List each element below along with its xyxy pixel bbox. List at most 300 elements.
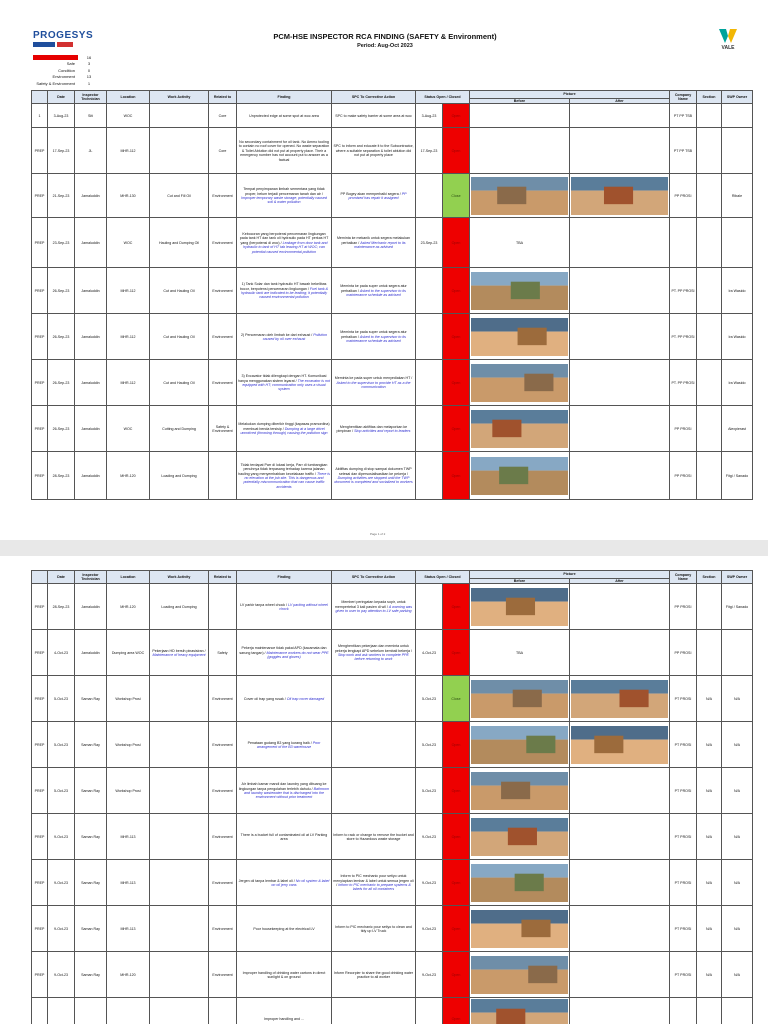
company-name: PT PROSI [670, 768, 697, 814]
finding-en-text: LV parking without wheel chock [279, 602, 328, 611]
section [697, 268, 722, 314]
table-row [32, 268, 753, 314]
row-number: PREP [32, 360, 48, 406]
company-name: PT PROSI [670, 722, 697, 768]
section [697, 584, 722, 630]
column-header: Inspector Technician [75, 91, 107, 104]
picture-before [470, 128, 570, 174]
row-number: PREP [32, 768, 48, 814]
finding-date: 3-Aug-23 [48, 104, 75, 128]
finding-date [48, 998, 75, 1024]
picture-after [570, 998, 670, 1024]
company-name [670, 998, 697, 1024]
work-activity [150, 952, 209, 998]
status-date: 17-Sep-23 [416, 128, 443, 174]
table-row [32, 676, 753, 722]
picture-after [570, 268, 670, 314]
work-activity [150, 314, 209, 360]
picture-before [470, 998, 570, 1024]
company-name: PT PP TSB [670, 128, 697, 174]
section [697, 128, 722, 174]
swp-owner: N/A [722, 952, 753, 998]
work-activity [150, 814, 209, 860]
finding-date: 5-Oct-23 [48, 676, 75, 722]
finding-date: 17-Sep-23 [48, 128, 75, 174]
section [697, 630, 722, 676]
location: MHR-112 [107, 314, 150, 360]
row-number: PREP [32, 906, 48, 952]
summary-label: Safe [66, 61, 75, 67]
section [697, 218, 722, 268]
summary-value: 13 [86, 74, 92, 80]
column-header: Location [107, 571, 150, 584]
section: N/A [697, 676, 722, 722]
report-title-block [230, 32, 540, 49]
before-photo [471, 410, 568, 449]
status-date: 9-Oct-23 [416, 814, 443, 860]
row-number: PREP [32, 452, 48, 500]
corrective-text: Aktifitas dumping di stop sampai dokumen TWP selesai dan dipersosialisasikan ke pekerja / [335, 467, 412, 476]
swp-owner: N/A [722, 860, 753, 906]
related-to [209, 998, 237, 1024]
corrective-en-text: Asked to the supervisor to its maintenance schedule as advised [346, 334, 406, 344]
swp-owner [722, 218, 753, 268]
finding-text: Unprotected edge at some spot at woc area [249, 113, 319, 118]
related-to: Environment [209, 906, 237, 952]
picture-before [470, 952, 570, 998]
status-badge: Open [443, 406, 470, 452]
table-row [32, 104, 753, 128]
finding-text: Improper handling and ... [264, 1016, 304, 1021]
summary-row [33, 54, 108, 61]
corrective-action-cell [332, 998, 416, 1024]
corrective-en-text: A warning was given to user to pay attention to LV safe parking [335, 604, 413, 614]
finding-cell [237, 998, 332, 1024]
swp-owner: Ira Wasido [722, 268, 753, 314]
column-header [32, 91, 48, 104]
page-number: Page 1 of 2 [370, 532, 386, 536]
row-number [32, 998, 48, 1024]
swp-owner [722, 104, 753, 128]
status-date: 5-Oct-23 [416, 676, 443, 722]
location: MHR-120 [107, 952, 150, 998]
table-row [32, 998, 753, 1024]
before-photo [471, 864, 568, 903]
status-date [416, 314, 443, 360]
picture-before [470, 584, 570, 630]
swp-owner: N/A [722, 676, 753, 722]
picture-before [470, 406, 570, 452]
location: WOC [107, 218, 150, 268]
finding-text: Kebocoran yang berpotensi pencemaran lingkungan pada tank HT dan tank oli hydraulic pada HT perkas HT yang (berpotensi di woc) / [239, 231, 329, 245]
corrective-en-text: Inform to PIC mechanic to prepare systems & labels for all oil containers [338, 882, 411, 892]
inspector: Siti [75, 104, 107, 128]
report-period: Period: Aug-Oct 2023 [357, 43, 413, 49]
work-activity [150, 630, 209, 676]
before-photo [471, 364, 568, 403]
row-number: PREP [32, 584, 48, 630]
column-header: Picture [470, 571, 670, 579]
picture-subheader: Before [470, 579, 570, 584]
inspector: Saman Ray [75, 906, 107, 952]
location: MHR-120 [107, 584, 150, 630]
table-row [32, 630, 753, 676]
picture-before [470, 860, 570, 906]
corrective-action-cell [332, 952, 416, 998]
picture-after [570, 768, 670, 814]
picture-after [570, 360, 670, 406]
picture-after [570, 128, 670, 174]
finding-text: Improper handling of drinking water cartons in direct sunlight & on ground [242, 970, 326, 979]
status-badge: Open [443, 314, 470, 360]
summary-value: 16 [86, 54, 92, 60]
row-number: PREP [32, 860, 48, 906]
finding-text: Penataan gudang B3 yang kurang baik / [247, 740, 312, 745]
work-activity-text: Loading and Dumping [161, 473, 197, 478]
page-separator [0, 540, 768, 556]
status-badge: Open [443, 268, 470, 314]
work-activity-text: Cut and Hauling Oil [163, 288, 195, 293]
status-badge: Open [443, 722, 470, 768]
related-to: Environment [209, 268, 237, 314]
finding-en-text: Fuel tank & hydraulic tank are indicated to be leaking; it potentially caused environmental pollution [240, 286, 329, 300]
column-header: SWP Owner [722, 91, 753, 104]
picture-after [570, 676, 670, 722]
finding-date: 9-Oct-23 [48, 906, 75, 952]
status-date [416, 360, 443, 406]
table-row [32, 906, 753, 952]
work-activity-text: Cut and Hauling Oil [163, 380, 195, 385]
status-badge: Close [443, 676, 470, 722]
status-date: 5-Oct-23 [416, 722, 443, 768]
finding-en-text: The excavator is not equipped with HT; communication only uses a visual system [242, 378, 330, 392]
corrective-text: Menghentikan pekerjaan dan meminta untuk pekerja lengkapi APD sebelum kembali bekerja / [334, 644, 413, 653]
picture-after [570, 952, 670, 998]
location: MHR-130 [107, 174, 150, 218]
company-name: PP PROSI [670, 406, 697, 452]
section: N/A [697, 722, 722, 768]
swp-owner: N/A [722, 906, 753, 952]
related-to: Environment [209, 952, 237, 998]
report-title: PCM-HSE INSPECTOR RCA FINDING (SAFETY & Environment) [273, 32, 497, 41]
brand-name: PROGESYS [33, 30, 94, 41]
location: MHR-112 [107, 360, 150, 406]
section: N/A [697, 952, 722, 998]
table-row [32, 952, 753, 998]
after-photo [571, 680, 668, 719]
corrective-en-text: Stop work and ask workers to complete PPE before returning to work [338, 652, 409, 662]
section [697, 406, 722, 452]
company-name: PT PROSI [670, 814, 697, 860]
table-header-row [32, 571, 753, 579]
finding-en-text: Bathroom and laundry wastewater that is discharged into the environment without prior treatment [244, 786, 330, 800]
inspector: Saman Ray [75, 952, 107, 998]
column-header: Status Open / Closed [416, 571, 470, 584]
company-name: PP PROSI [670, 452, 697, 500]
picture-after [570, 104, 670, 128]
column-header: Work Activity [150, 571, 209, 584]
summary-label: Condition [58, 67, 75, 73]
status-badge: Open [443, 584, 470, 630]
company-name: PT PROSI [670, 952, 697, 998]
corrective-text: Inform to rack or change to remove the bucket and store to Hazardous waste storage [333, 832, 414, 841]
work-activity [150, 174, 209, 218]
work-activity [150, 268, 209, 314]
rca-table-page-2 [31, 570, 753, 1024]
picture-before [470, 218, 570, 268]
finding-en-text: Dumping at a large drivel unnoticed (throwing through) causing the pollution sign [240, 426, 328, 436]
summary-row [33, 80, 108, 87]
company-name: PP PROSI [670, 584, 697, 630]
picture-before [470, 104, 570, 128]
corrective-action-cell [332, 406, 416, 452]
work-activity [150, 722, 209, 768]
corrective-action-cell [332, 860, 416, 906]
corrective-action-cell [332, 584, 416, 630]
finding-cell [237, 174, 332, 218]
related-to: Environment [209, 314, 237, 360]
row-number: PREP [32, 952, 48, 998]
finding-en-text: Improper temporary waste storage; potentially caused soil & water pollution [241, 195, 327, 205]
corrective-en-text: Asked Mechanic report to its maintenance as advised [354, 240, 406, 250]
table-row [32, 406, 753, 452]
related-to: Environment [209, 722, 237, 768]
status-date [416, 998, 443, 1024]
status-date [416, 584, 443, 630]
brand-stripe [33, 42, 93, 47]
summary-row [33, 67, 108, 74]
status-date [416, 174, 443, 218]
column-header: SWP Owner [722, 571, 753, 584]
status-badge: Open [443, 906, 470, 952]
related-to: Safety [209, 630, 237, 676]
table-row [32, 768, 753, 814]
corrective-text: Inform to PIC mechanic pour setiyo untuk menyiapkan lembar & label untuk semua jergen oli / [333, 874, 414, 887]
progesys-logo [33, 30, 93, 47]
work-activity [150, 128, 209, 174]
finding-cell [237, 406, 332, 452]
related-to [209, 584, 237, 630]
finding-cell [237, 104, 332, 128]
inspector: JL [75, 128, 107, 174]
corrective-en-text: Asked to the supervisor to its maintenance schedule as advised [346, 288, 406, 298]
column-header: Finding [237, 571, 332, 584]
summary-value: 3 [87, 61, 91, 67]
swp-owner [722, 128, 753, 174]
company-name: PT. PP PROSI [670, 314, 697, 360]
company-name: PT PROSI [670, 676, 697, 722]
summary-row [33, 61, 108, 68]
work-activity-text: Cutting and Dumping [162, 426, 196, 431]
finding-cell [237, 722, 332, 768]
picture-before [470, 314, 570, 360]
picture-before [470, 630, 570, 676]
finding-en-text: Maintenance workers do not wear PPE (goggles and gloves) [266, 650, 329, 660]
status-date: 4-Oct-23 [416, 630, 443, 676]
finding-date: 9-Oct-23 [48, 860, 75, 906]
company-name: PT. PP PROSI [670, 360, 697, 406]
inspector: Jamaluddin [75, 406, 107, 452]
column-header: Related to [209, 571, 237, 584]
column-header: Date [48, 91, 75, 104]
finding-cell [237, 128, 332, 174]
status-date [416, 268, 443, 314]
work-activity [150, 452, 209, 500]
finding-cell [237, 630, 332, 676]
picture-after [570, 906, 670, 952]
column-header: Related to [209, 91, 237, 104]
picture-after [570, 860, 670, 906]
section [697, 360, 722, 406]
location: Dumping area WOC [107, 630, 150, 676]
related-to: Environment [209, 174, 237, 218]
corrective-action-cell [332, 906, 416, 952]
before-photo [471, 318, 568, 357]
status-date: 3-Aug-23 [416, 104, 443, 128]
finding-text: No secondary containment for oil tank. No Ammo tooling to contain no roof cover for opened. No waste separation & Toilet Ablution did not put at property place. Their a emergency number has not account put to answer as a factual [238, 139, 330, 162]
swp-owner: Ira Wasido [722, 360, 753, 406]
picture-after [570, 314, 670, 360]
table-row [32, 814, 753, 860]
status-date: 23-Sep-23 [416, 218, 443, 268]
finding-cell [237, 952, 332, 998]
finding-date: 23-Sep-23 [48, 218, 75, 268]
section [697, 452, 722, 500]
row-number: PREP [32, 630, 48, 676]
row-number: PREP [32, 314, 48, 360]
column-header: SPC To Corrective Action [332, 91, 416, 104]
inspector: Jamaluddin [75, 584, 107, 630]
column-header: Section [697, 571, 722, 584]
location: MHR-113 [107, 860, 150, 906]
location: WOC [107, 406, 150, 452]
swp-owner [722, 630, 753, 676]
finding-text: Tempat penyimpanan limbah sementara yang tidak proper, belum terjadi pencemaran tanah dan air / [243, 187, 325, 196]
section: N/A [697, 814, 722, 860]
company-name: PT PROSI [670, 860, 697, 906]
finding-cell [237, 768, 332, 814]
summary-label: Environment [52, 74, 75, 80]
corrective-action-cell [332, 174, 416, 218]
before-photo [471, 910, 568, 949]
finding-text: Jergen oli tanpa lembar & label oli / [238, 878, 295, 883]
picture-after [570, 218, 670, 268]
finding-text: 2) Pencemaran oleh limbah ke dari exhaust / [240, 332, 313, 337]
status-date: 9-Oct-23 [416, 906, 443, 952]
rca-table-page-1 [31, 90, 753, 500]
corrective-text: Meminta ke pada super untuk segera atur perbaikan / [340, 284, 407, 293]
picture-after [570, 406, 670, 452]
corrective-action-cell [332, 314, 416, 360]
finding-date: 21-Sep-23 [48, 174, 75, 218]
location: Workshop Prosi [107, 722, 150, 768]
work-activity [150, 906, 209, 952]
picture-before [470, 768, 570, 814]
corrective-en-text: Asked to the supervisor to provide HT as a the communication [336, 380, 411, 390]
location: Workshop Prosi [107, 768, 150, 814]
before-photo [471, 956, 568, 995]
finding-date: 5-Oct-23 [48, 722, 75, 768]
corrective-text: SPC to inform and educate it to the Subcontractor, where a suitable separation & toilet ablution did not put at property place [333, 144, 414, 158]
status-date: 5-Oct-23 [416, 768, 443, 814]
corrective-en-text: Stop activities and report to leaders [354, 428, 411, 433]
status-badge: Open [443, 218, 470, 268]
picture-tba: TBA [516, 650, 523, 655]
corrective-action-cell [332, 722, 416, 768]
picture-subheader: After [570, 99, 670, 104]
corrective-action-cell [332, 128, 416, 174]
corrective-text: SPC to make safety barrier at some area at woc [335, 113, 412, 118]
location: Workshop Prosi [107, 676, 150, 722]
status-badge: Open [443, 452, 470, 500]
finding-date: 26-Sep-23 [48, 268, 75, 314]
related-to: Core [209, 128, 237, 174]
corrective-en-text: PP promised has repair it assigned [348, 191, 407, 200]
column-header: Finding [237, 91, 332, 104]
related-to: Environment [209, 676, 237, 722]
table-header-row [32, 91, 753, 99]
section [697, 314, 722, 360]
before-photo [471, 999, 568, 1024]
status-badge: Open [443, 998, 470, 1024]
row-number: PREP [32, 128, 48, 174]
location: MHR-112 [107, 128, 150, 174]
swp-owner: Alexpierast [722, 406, 753, 452]
swp-owner: N/A [722, 768, 753, 814]
related-to: Environment [209, 860, 237, 906]
before-photo [471, 818, 568, 857]
inspector: Jamaluddin [75, 218, 107, 268]
finding-cell [237, 452, 332, 500]
status-date [416, 452, 443, 500]
section [697, 998, 722, 1024]
finding-cell [237, 676, 332, 722]
picture-before [470, 174, 570, 218]
work-activity-text: Hauling and Dumping Oil [159, 240, 199, 245]
column-header: SPC To Corrective Action [332, 571, 416, 584]
corrective-text: Meminta ke mekanik untuk segera melakukan perbaikan / [336, 236, 411, 245]
finding-date: 26-Sep-23 [48, 406, 75, 452]
section: N/A [697, 906, 722, 952]
picture-before [470, 268, 570, 314]
work-activity-text: Loading and Dumping [161, 604, 197, 609]
column-header: Company Name [670, 571, 697, 584]
status-date [416, 406, 443, 452]
finding-text: Pekerja maintenance tidak pakai APD (kacamata dan sarung tangan) / [239, 646, 327, 655]
summary-label: Safety & Environment [36, 80, 75, 86]
inspector: Jamaluddin [75, 360, 107, 406]
finding-cell [237, 360, 332, 406]
finding-cell [237, 860, 332, 906]
row-number: PREP [32, 218, 48, 268]
finding-date: 28-Sep-23 [48, 584, 75, 630]
corrective-action-cell [332, 452, 416, 500]
status-badge: Open [443, 860, 470, 906]
location [107, 998, 150, 1024]
column-header: Location [107, 91, 150, 104]
finding-text: Poor housekeeping at the electrical LV [253, 926, 315, 931]
company-name: PP PROSI [670, 174, 697, 218]
column-header: Section [697, 91, 722, 104]
table-row [32, 128, 753, 174]
finding-text: 1) Tank Solar dan tank hydraulic HT bawah bekelibas bocor, berpotensi pencemaran lingkungan / [239, 282, 327, 291]
status-badge: Open [443, 104, 470, 128]
company-name: PP PROSI [670, 630, 697, 676]
inspector [75, 998, 107, 1024]
finding-cell [237, 584, 332, 630]
status-badge: Open [443, 630, 470, 676]
picture-subheader: After [570, 579, 670, 584]
